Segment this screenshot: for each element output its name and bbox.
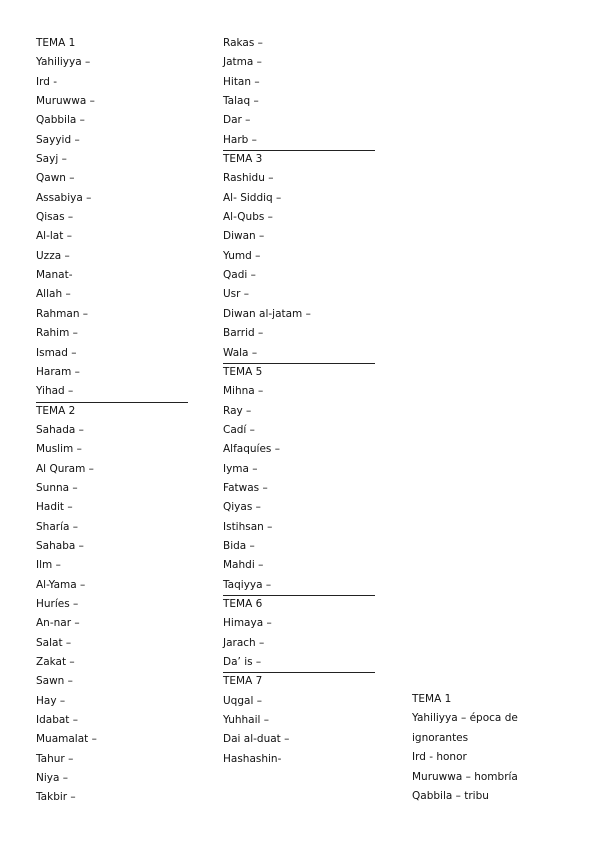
glossary-term: Bida – [223, 539, 255, 552]
glossary-term: Hashashin- [223, 752, 282, 765]
glossary-term: Ird - [36, 75, 58, 88]
glossary-term: Sahada – [36, 423, 84, 436]
glossary-term: Niya – [36, 772, 69, 785]
glossary-term: Barrid – [223, 327, 264, 340]
glossary-term: Dar – [223, 114, 251, 127]
glossary-term: Sharía – [36, 520, 79, 533]
glossary-term: Sunna – [36, 481, 78, 494]
glossary-term: Diwan – [223, 230, 265, 243]
glossary-term: Huríes – [36, 597, 79, 610]
column-left [36, 35, 188, 809]
section-heading: TEMA 2 [36, 404, 76, 417]
glossary-term: Uzza – [36, 249, 70, 262]
glossary-term: Qiyas – [223, 501, 261, 514]
glossary-term: Sayyid – [36, 133, 80, 146]
glossary-term: Hay – [36, 694, 66, 707]
glossary-term: Allah – [36, 288, 71, 301]
glossary-term: Uqgal – [223, 694, 262, 707]
glossary-term: Qabbila – tribu [412, 789, 489, 802]
glossary-term: Idabat – [36, 714, 78, 727]
glossary-term: Fatwas – [223, 481, 268, 494]
glossary-term: Manat- [36, 269, 73, 282]
glossary-term: Harb – [223, 132, 375, 151]
glossary-term: Al-Yama – [36, 578, 86, 591]
glossary-term: Hitan – [223, 75, 260, 88]
glossary-term: Rashidu – [223, 172, 274, 185]
glossary-term: Dai al-duat – [223, 733, 290, 746]
glossary-term: Ismad – [36, 346, 77, 359]
glossary-term: Himaya – [223, 617, 272, 630]
glossary-term: Al Quram – [36, 462, 94, 475]
section-heading: TEMA 5 [223, 365, 263, 378]
glossary-term: Yumd – [223, 249, 261, 262]
glossary-term: Salat – [36, 636, 72, 649]
glossary-term: Ray – [223, 404, 252, 417]
glossary-term: Rahman – [36, 307, 89, 320]
glossary-term: Hadit – [36, 501, 73, 514]
glossary-term: Qawn – [36, 172, 75, 185]
glossary-term: Iyma – [223, 462, 258, 475]
glossary-term: Diwan al-jatam – [223, 307, 311, 320]
glossary-term: Muruwwa – [36, 95, 95, 108]
glossary-term: Rakas – [223, 37, 263, 49]
glossary-term: Ird - honor [412, 751, 467, 764]
glossary-term: Muslim – [36, 443, 82, 456]
glossary-term: Muruwwa – hombría [412, 770, 518, 783]
glossary-term: Jarach – [223, 636, 265, 649]
glossary-term: Qabbila – [36, 114, 85, 127]
glossary-term: Takbir – [36, 791, 76, 804]
glossary-term: Rahim – [36, 327, 78, 340]
glossary-term: Tahur – [36, 752, 74, 765]
glossary-term: Yahiliyya – [36, 56, 91, 69]
column-middle [223, 35, 375, 770]
glossary-term: Mihna – [223, 385, 264, 398]
glossary-term: Sayj – [36, 153, 67, 166]
section-heading: TEMA 3 [223, 153, 263, 166]
section-heading: TEMA 7 [223, 675, 263, 688]
glossary-term: Sawn – [36, 675, 73, 688]
glossary-term: Ilm – [36, 559, 61, 572]
glossary-term: Yuhhail – [223, 714, 270, 727]
glossary-term: Taqiyya – [223, 577, 375, 596]
glossary-term: Al- Siddiq – [223, 191, 282, 204]
glossary-term: Qisas – [36, 211, 74, 224]
glossary-term: Wala – [223, 345, 375, 364]
glossary-term: Da’ is – [223, 654, 375, 673]
glossary-term: Al-Qubs – [223, 211, 273, 224]
glossary-term: Yahiliyya – época de [412, 712, 518, 725]
glossary-term: An-nar – [36, 617, 80, 630]
glossary-term: Usr – [223, 288, 250, 301]
glossary-term: Qadi – [223, 269, 256, 282]
glossary-term: Sahaba – [36, 539, 84, 552]
section-heading: TEMA 1 [36, 37, 76, 49]
glossary-term: Cadí – [223, 423, 255, 436]
column-right-definitions [412, 691, 562, 807]
glossary-term: Al-lat – [36, 230, 72, 243]
section-heading: TEMA 1 [412, 693, 452, 705]
glossary-term: Jatma – [223, 56, 262, 69]
glossary-term: Talaq – [223, 95, 259, 108]
glossary-term: Assabiya – [36, 191, 92, 204]
glossary-term: Zakat – [36, 656, 75, 668]
glossary-term: Alfaquíes – [223, 443, 280, 456]
glossary-term: Istihsan – [223, 520, 273, 533]
glossary-term: Muamalat – [36, 733, 97, 746]
glossary-term: ignorantes [412, 731, 469, 744]
glossary-term: Yihad – [36, 383, 188, 402]
glossary-term: Mahdi – [223, 559, 264, 572]
glossary-term: Haram – [36, 365, 80, 378]
section-heading: TEMA 6 [223, 597, 263, 610]
